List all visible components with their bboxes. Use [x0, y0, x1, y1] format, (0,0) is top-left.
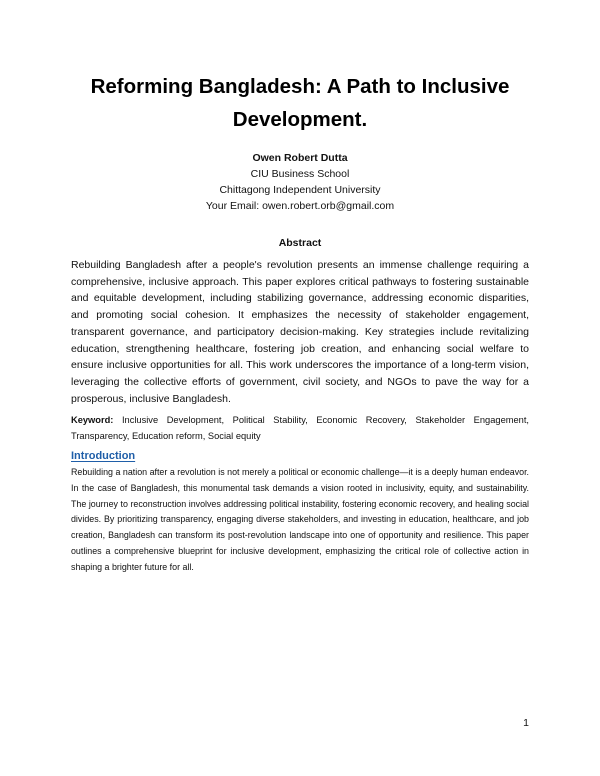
keywords-text: Inclusive Development, Political Stability, Economic Recovery, Stakeholder Engagement, Transparency, Education reform, Social equity — [71, 415, 529, 441]
page-number: 1 — [523, 717, 529, 729]
affiliation-line-1: CIU Business School — [250, 168, 350, 180]
author-name: Owen Robert Dutta — [252, 152, 348, 164]
author-email: Your Email: owen.robert.orb@gmail.com — [205, 200, 395, 212]
keywords-block — [71, 413, 529, 444]
title-line-1: Reforming Bangladesh: A Path to Inclusive — [90, 75, 510, 98]
title-line-2: Development. — [232, 108, 368, 131]
introduction-body: Rebuilding a nation after a revolution is not merely a political or economic challenge—it is a deeply human endeavor. In the case of Bangladesh, this monumental task demands a vision rooted in inclusivity, equity, and sustainability. The journey to reconstruction involves addressing political instability, fostering economic recovery, and healing social divides. By prioritizing transparency, engaging diverse stakeholders, and investing in education, healthcare, and job creation, Bangladesh can transform its post-revolution landscape into one of opportunity and resilience. This paper outlines a comprehensive blueprint for inclusive development, emphasizing the critical role of collective action in shaping a brighter future for all. — [71, 467, 529, 572]
keywords-label: Keyword: — [71, 415, 114, 425]
author-block — [150, 150, 450, 214]
introduction-heading: Introduction — [71, 450, 136, 462]
abstract-body: Rebuilding Bangladesh after a people's revolution presents an immense challenge requiring a comprehensive, inclusive approach. This paper explores critical pathways to fostering sustainable and equitable development, including stabilizing governance, addressing economic disparities, and promoting social cohesion. It emphasizes the necessity of stakeholder engagement, transparent governance, and participatory decision-making. Key strategies include revitalizing education, strengthening healthcare, fostering job creation, and enhancing social welfare to ensure inclusive opportunities for all. This work underscores the importance of a long-term vision, leveraging the collective efforts of government, civil society, and NGOs to pave the way for a prosperous, inclusive Bangladesh. — [71, 259, 529, 405]
abstract-heading: Abstract — [278, 237, 322, 249]
paper-title — [60, 70, 540, 136]
affiliation-line-2: Chittagong Independent University — [219, 184, 381, 196]
